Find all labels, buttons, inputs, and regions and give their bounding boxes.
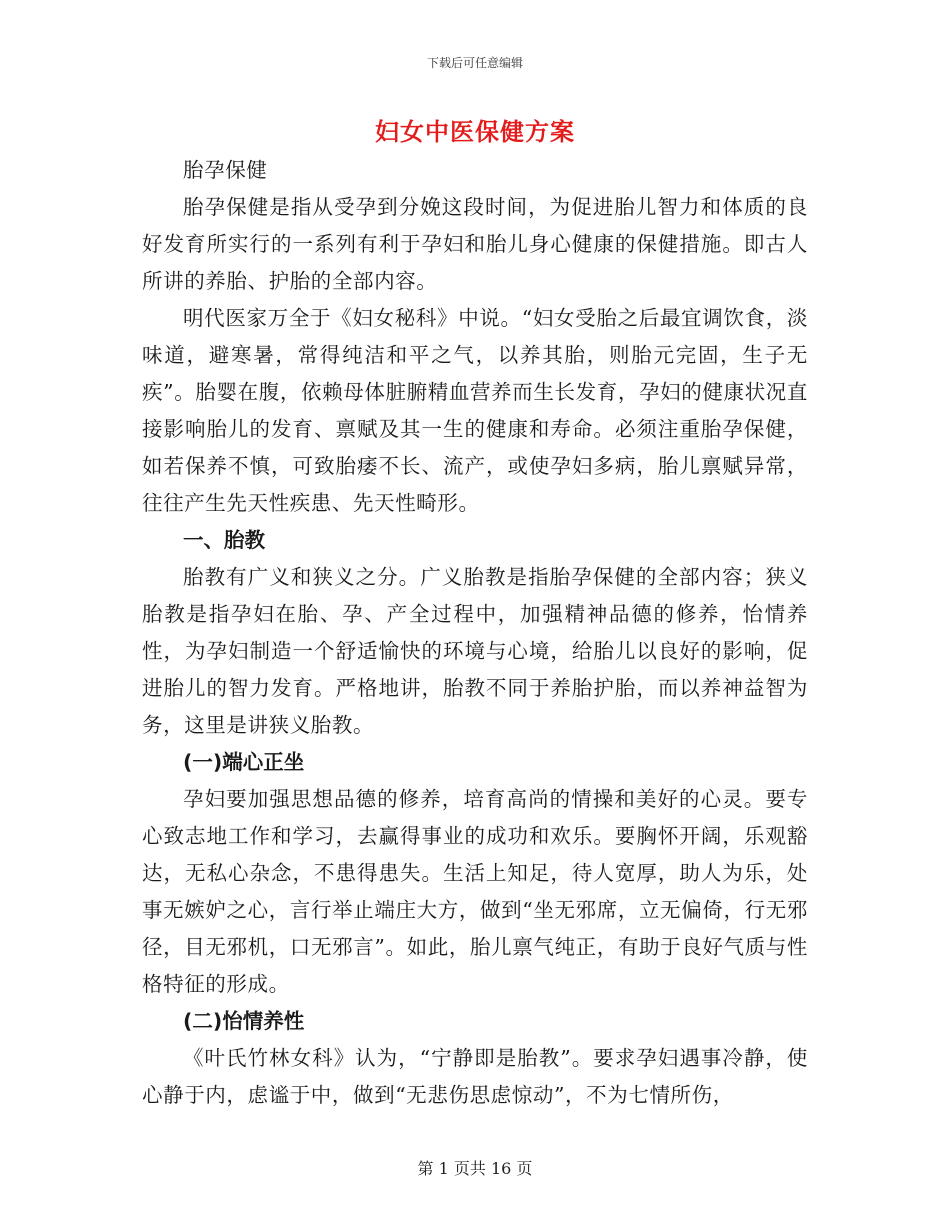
section-heading-taijiao: 一、胎教 <box>183 528 265 552</box>
paragraph-intro: 胎孕保健是指从受孕到分娩这段时间，为促进胎儿智力和体质的良好发育所实行的一系列有利于孕妇和胎儿身心健康的保健措施。即古人所讲的养胎、护胎的全部内容。 <box>142 195 808 293</box>
page-footer: 第 1 页共 16 页 <box>417 1159 533 1178</box>
subsection-heading-1: (一)端心正坐 <box>183 750 305 774</box>
subsection-heading-2: (二)怡情养性 <box>183 1009 305 1033</box>
paragraph-duanxin: 孕妇要加强思想品德的修养，培育高尚的情操和美好的心灵。要专心致志地工作和学习，去赢得事业的成功和欢乐。要胸怀开阔，乐观豁达，无私心杂念，不患得患失。生活上知足，待人宽厚，助人为乐，处事无嫉妒之心，言行举止端庄大方，做到“坐无邪席，立无偏倚，行无邪径，目无邪机，口无邪言”。如此，胎儿禀气纯正，有助于良好气质与性格特征的形成。 <box>142 787 808 996</box>
paragraph-subtitle: 胎孕保健 <box>183 158 268 182</box>
page-header: 下载后可任意编辑 <box>426 56 523 70</box>
document-body <box>142 152 808 1114</box>
document-title: 妇女中医保健方案 <box>375 117 575 146</box>
paragraph-taijiao: 胎教有广义和狭义之分。广义胎教是指胎孕保健的全部内容；狭义胎教是指孕妇在胎、孕、产全过程中，加强精神品德的修养，怡情养性，为孕妇制造一个舒适愉快的环境与心境，给胎儿以良好的影响，促进胎儿的智力发育。严格地讲，胎教不同于养胎护胎，而以养神益智为务，这里是讲狭义胎教。 <box>142 565 808 737</box>
paragraph-wanquan: 明代医家万全于《妇女秘科》中说。“妇女受胎之后最宜调饮食，淡味道，避寒暑，常得纯洁和平之气，以养其胎，则胎元完固，生子无疾”。胎婴在腹，依赖母体脏腑精血营养而生长发育，孕妇的健康状况直接影响胎儿的发育、禀赋及其一生的健康和寿命。必须注重胎孕保健，如若保养不慎，可致胎痿不长、流产，或使孕妇多病，胎儿禀赋异常，往往产生先天性疾患、先天性畸形。 <box>142 306 808 515</box>
paragraph-yiqing: 《叶氏竹林女科》认为，“宁静即是胎教”。要求孕妇遇事冷静，使心静于内，虑谧于中，做到“无悲伤思虑惊动”，不为七情所伤， <box>142 1046 808 1107</box>
